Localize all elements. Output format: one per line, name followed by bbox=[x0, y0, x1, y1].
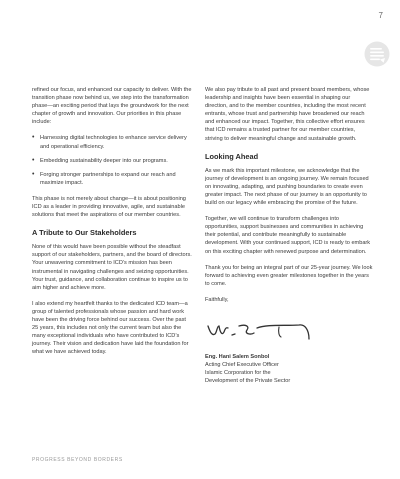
paragraph: None of this would have been possible without the steadfast support of our stakeholders, partners, and the board of directors. Your unwavering commitment to ICD’s mission has been instrumental in navigating challenges and seizing opportunities. Your trust, guidance, and collaboration continue to inspire us to aim higher and achieve more. bbox=[32, 244, 192, 291]
signatory-name: Eng. Hani Salem Sonbol bbox=[205, 354, 270, 361]
signature-block bbox=[205, 353, 373, 385]
paragraph: refined our focus, and enhanced our capacity to deliver. With the transition phase now behind us, we step into the transformation phase—an exciting period that lays the groundwork for the next chapter of growth and innovation. Our priorities in this phase include: bbox=[32, 87, 192, 126]
signature-image bbox=[205, 314, 325, 344]
signatory-organization: Islamic Corporation for the bbox=[205, 370, 271, 377]
footer-text: PROGRESS BEYOND BORDERS bbox=[32, 457, 123, 463]
list-item: • Embedding sustainability deeper into our programs. bbox=[32, 157, 192, 165]
left-column bbox=[32, 86, 192, 364]
paragraph: I also extend my heartfelt thanks to the dedicated ICD team—a group of talented professionals whose passion and hard work have been the driving force behind our success. Over the past 25 years, this includes not only the current team but also the many exceptional individuals who have contributed to ICD’s journey. Their vision and dedication have laid the foundation for what we have achieved today. bbox=[32, 300, 189, 356]
paragraph: Thank you for being an integral part of our 25-year journey. We look forward to achieving even greater milestones together in the years to come. bbox=[205, 264, 373, 287]
signatory-organization: Development of the Private Sector bbox=[205, 378, 291, 385]
page-number: 7 bbox=[378, 11, 383, 20]
signatory-title: Acting Chief Executive Officer bbox=[205, 362, 279, 369]
list-item: • Forging stronger partnerships to expand our reach and maximize impact. bbox=[32, 171, 192, 187]
section-heading: A Tribute to Our Stakeholders bbox=[32, 228, 137, 238]
section-heading: Looking Ahead bbox=[205, 151, 259, 161]
document-lines-icon bbox=[364, 41, 390, 67]
priorities-list bbox=[32, 134, 192, 186]
right-column bbox=[205, 86, 373, 385]
paragraph: As we mark this important milestone, we acknowledge that the journey of development is an ongoing journey. We remain focused on innovating, adapting, and pushing boundaries to create even greater impact. The next phase of our journey is an opportunity to build on our legacy while embracing the promise of the future. bbox=[205, 167, 369, 207]
paragraph: We also pay tribute to all past and present board members, whose leadership and insights have been essential in shaping our direction, and to the member countries, including the most recent entrants, whose trust and partnership have broadened our reach and enhanced our impact. Together, this collective effort ensures that ICD remains a trusted partner for our member countries, striving to deliver meaningful change and sustainable growth. bbox=[205, 87, 370, 142]
paragraph: This phase is not merely about change—it is about positioning ICD as a leader in providing innovative, agile, and sustainable solutions that meet the aspirations of our member countries. bbox=[32, 195, 186, 219]
list-item: • Harnessing digital technologies to enhance service delivery and operational efficiency. bbox=[32, 134, 192, 150]
closing: Faithfully, bbox=[205, 296, 229, 303]
paragraph: Together, we will continue to transform challenges into opportunities, support businesses and communities in achieving their potential, and contribute meaningfully to sustainable development. With your continued support, ICD is ready to embark on this exciting chapter with renewed purpose and determination. bbox=[205, 216, 371, 255]
